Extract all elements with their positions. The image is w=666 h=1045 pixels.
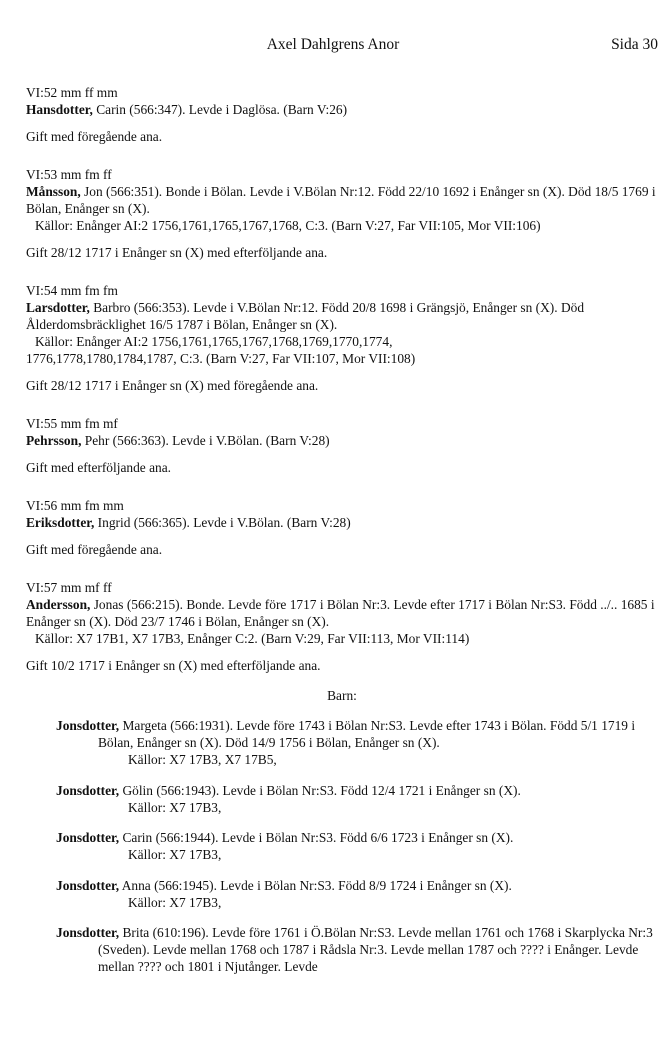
ancestor-details: [26, 596, 658, 630]
ancestor-details: [26, 101, 658, 118]
ancestor-sources-continued: 1776,1778,1780,1784,1787, C:3. (Barn V:27, Far VII:107, Mor VII:108): [26, 351, 416, 366]
child-surname: Jonsdotter,: [56, 877, 120, 893]
ancestor-surname: Larsdotter,: [26, 300, 90, 315]
document-title: Axel Dahlgrens Anor: [266, 36, 400, 53]
children-heading: Barn:: [327, 688, 357, 703]
ancestor-id: VI:53 mm fm ff: [26, 167, 112, 182]
marriage-note: Gift 10/2 1717 i Enånger sn (X) med efterföljande ana.: [26, 658, 321, 673]
page-header: [0, 36, 666, 56]
child-surname: Jonsdotter,: [56, 830, 120, 846]
ancestor-id: VI:54 mm fm fm: [26, 283, 118, 298]
ancestor-entry: [26, 166, 658, 234]
child-entry: [56, 829, 658, 863]
ancestor-surname: Eriksdotter,: [26, 515, 95, 530]
ancestor-details: [26, 299, 658, 333]
page-number: Sida 30: [611, 36, 658, 53]
child-entry: [56, 717, 658, 768]
child-sources: Källor: X7 17B3,: [128, 799, 222, 815]
ancestor-id: VI:52 mm ff mm: [26, 85, 118, 100]
child-entry: [56, 924, 658, 975]
child-text: Anna (566:1945). Levde i Bölan Nr:S3. Född 8/9 1724 i Enånger sn (X).: [119, 877, 512, 893]
child-surname: Jonsdotter,: [56, 782, 120, 798]
child-surname: Jonsdotter,: [56, 718, 120, 734]
ancestor-text: Carin (566:347). Levde i Daglösa. (Barn V:26): [92, 102, 348, 117]
ancestor-id: VI:57 mm mf ff: [26, 580, 112, 595]
child-text: Brita (610:196). Levde före 1761 i Ö.Bölan Nr:S3. Levde mellan 1761 och 1768 i Skarplycka Nr:3 (Sveden). Levde mellan 1768 och 1787 i Rådsla Nr:3. Levde mellan 1787 och ???? i Enånger. Levde mellan ???? och 1801 i Njutånger. Levde: [98, 924, 653, 974]
child-text: Carin (566:1944). Levde i Bölan Nr:S3. Född 6/6 1723 i Enånger sn (X).: [119, 830, 514, 846]
ancestor-id: VI:56 mm fm mm: [26, 498, 124, 513]
ancestor-sources: Källor: X7 17B1, X7 17B3, Enånger C:2. (Barn V:29, Far VII:113, Mor VII:114): [35, 631, 470, 646]
page-content: [26, 84, 658, 977]
ancestor-details: [26, 514, 658, 531]
ancestor-surname: Hansdotter,: [26, 102, 93, 117]
ancestor-details: [26, 183, 658, 217]
child-text: Gölin (566:1943). Levde i Bölan Nr:S3. Född 12/4 1721 i Enånger sn (X).: [119, 782, 521, 798]
ancestor-entry: [26, 415, 658, 449]
ancestor-entry: [26, 497, 658, 531]
ancestor-id: VI:55 mm fm mf: [26, 416, 118, 431]
child-sources: Källor: X7 17B3,: [128, 894, 222, 910]
child-sources: Källor: X7 17B3,: [128, 847, 222, 863]
child-sources: Källor: X7 17B3, X7 17B5,: [128, 752, 277, 768]
ancestor-text: Jon (566:351). Bonde i Bölan. Levde i V.Bölan Nr:12. Född 22/10 1692 i Enånger sn (X). Död 18/5 1769 i Bölan, Enånger sn (X).: [26, 184, 656, 216]
ancestor-text: Barbro (566:353). Levde i V.Bölan Nr:12. Född 20/8 1698 i Grängsjö, Enånger sn (X). Död Ålderdomsbräcklighet 16/5 1787 i Bölan, Enånger sn (X).: [26, 300, 585, 332]
child-entry: [56, 877, 658, 911]
ancestor-details: [26, 432, 658, 449]
child-text: Margeta (566:1931). Levde före 1743 i Bölan Nr:S3. Levde efter 1743 i Bölan. Född 5/1 1719 i Bölan, Enånger sn (X). Död 14/9 1756 i Bölan, Enånger sn (X).: [98, 718, 636, 751]
ancestor-surname: Månsson,: [26, 184, 81, 199]
ancestor-entry: [26, 84, 658, 118]
ancestor-text: Ingrid (566:365). Levde i V.Bölan. (Barn V:28): [94, 515, 351, 530]
ancestor-surname: Pehrsson,: [26, 433, 82, 448]
ancestor-entry: [26, 579, 658, 647]
marriage-note: Gift med föregående ana.: [26, 542, 163, 557]
marriage-note: Gift med efterföljande ana.: [26, 460, 171, 475]
marriage-note: Gift 28/12 1717 i Enånger sn (X) med efterföljande ana.: [26, 245, 328, 260]
child-surname: Jonsdotter,: [56, 924, 120, 940]
ancestor-text: Jonas (566:215). Bonde. Levde före 1717 i Bölan Nr:3. Levde efter 1717 i Bölan Nr:S3. Född ../.. 1685 i Enånger sn (X). Död 23/7 1746 i Bölan, Enånger sn (X).: [26, 597, 655, 629]
ancestor-sources: Källor: Enånger AI:2 1756,1761,1765,1767,1768,1769,1770,1774,: [35, 334, 393, 349]
child-entry: [56, 782, 658, 816]
marriage-note: Gift med föregående ana.: [26, 129, 163, 144]
ancestor-sources: Källor: Enånger AI:2 1756,1761,1765,1767,1768, C:3. (Barn V:27, Far VII:105, Mor VII:106): [35, 218, 541, 233]
marriage-note: Gift 28/12 1717 i Enånger sn (X) med föregående ana.: [26, 378, 319, 393]
ancestor-text: Pehr (566:363). Levde i V.Bölan. (Barn V:28): [81, 433, 330, 448]
ancestor-entry: [26, 282, 658, 367]
ancestor-surname: Andersson,: [26, 597, 91, 612]
